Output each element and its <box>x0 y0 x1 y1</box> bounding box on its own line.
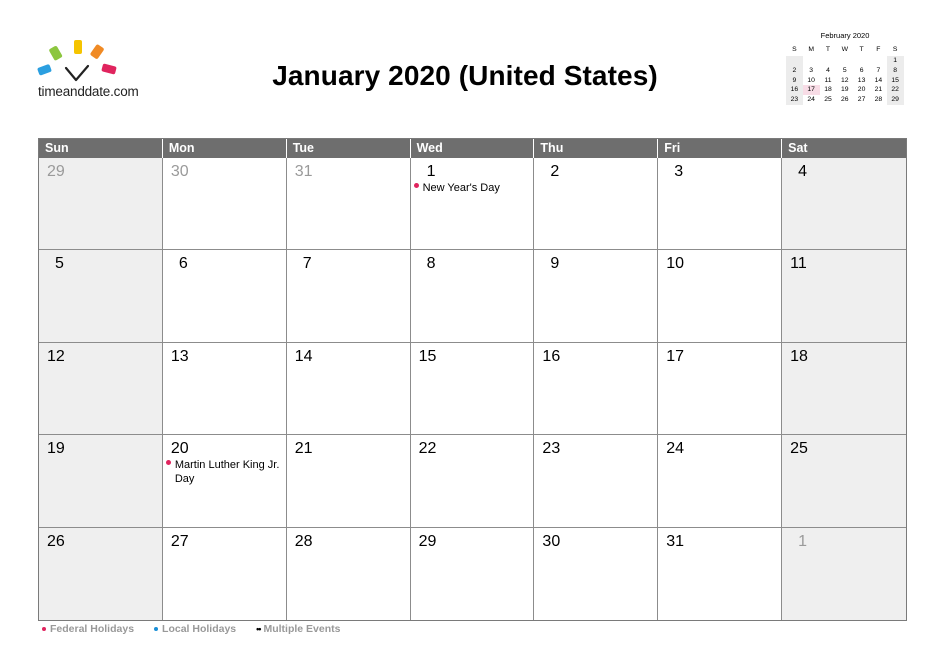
logo-text: timeanddate.com <box>38 84 139 99</box>
mini-weekday-label: T <box>859 46 864 53</box>
day-number: 10 <box>666 255 685 273</box>
mini-day-cell: 23 <box>786 95 803 105</box>
mini-day-cell: 21 <box>874 86 883 94</box>
mini-day-cell <box>786 56 803 66</box>
mini-day-cell: 7 <box>876 66 881 74</box>
day-number: 6 <box>178 255 188 273</box>
day-cell[interactable] <box>782 528 906 620</box>
weekday-header-fri: Fri <box>658 139 782 158</box>
day-cell[interactable] <box>163 435 287 527</box>
legend <box>42 623 360 635</box>
day-cell[interactable] <box>534 250 658 342</box>
weekday-header-thu: Thu <box>534 139 658 158</box>
mini-day-cell: 3 <box>809 66 814 74</box>
mini-day-cell <box>870 56 887 66</box>
mini-day-cell: 20 <box>857 86 866 94</box>
mini-day-cell: 6 <box>859 66 864 74</box>
mini-day-cell: 8 <box>887 66 904 76</box>
day-number: 4 <box>798 163 808 180</box>
day-number: 21 <box>294 440 313 458</box>
day-cell[interactable] <box>411 343 535 435</box>
day-cell[interactable] <box>658 528 782 620</box>
day-number: 28 <box>294 532 313 550</box>
weekday-header-row <box>39 139 906 158</box>
page-title: January 2020 (United States) <box>272 60 658 91</box>
day-cell[interactable] <box>39 250 163 342</box>
mini-day-cell: 14 <box>874 76 883 84</box>
day-cell[interactable] <box>163 343 287 435</box>
mini-day-cell <box>853 56 870 66</box>
day-cell[interactable] <box>163 250 287 342</box>
day-number: 30 <box>542 532 561 550</box>
mini-day-cell: 12 <box>841 76 849 84</box>
day-cell[interactable] <box>287 250 411 342</box>
day-number: 27 <box>170 532 189 550</box>
mini-weekday-label: F <box>876 46 881 53</box>
day-number: 24 <box>666 440 685 458</box>
weekday-header-mon: Mon <box>163 139 287 158</box>
legend-federal-label: Federal Holidays <box>50 623 135 635</box>
mini-day-cell: 17 <box>803 85 820 95</box>
day-cell[interactable] <box>782 343 906 435</box>
mini-day-cell: 18 <box>824 86 832 94</box>
day-number: 9 <box>550 255 560 273</box>
day-cell[interactable] <box>163 528 287 620</box>
day-cell[interactable] <box>782 158 906 250</box>
mini-day-cell: 2 <box>786 66 803 76</box>
holiday-event[interactable] <box>423 181 531 195</box>
mini-day-cell: 10 <box>807 76 815 84</box>
mini-weekday-label: M <box>808 46 815 53</box>
mini-day-cell: 16 <box>786 85 803 95</box>
calendar-grid <box>39 158 906 620</box>
mini-day-cell: 29 <box>887 95 904 105</box>
mini-day-cell: 9 <box>786 76 803 86</box>
day-cell[interactable] <box>411 250 535 342</box>
day-cell[interactable] <box>534 158 658 250</box>
mini-weekday-label: T <box>825 46 831 53</box>
day-cell[interactable] <box>658 435 782 527</box>
mini-calendar-grid <box>786 44 904 105</box>
day-cell[interactable] <box>534 435 658 527</box>
day-number: 8 <box>426 255 436 273</box>
mini-day-cell: 26 <box>841 96 849 104</box>
day-cell[interactable] <box>287 343 411 435</box>
weekday-header-wed: Wed <box>411 139 535 158</box>
federal-holiday-dot-icon <box>414 183 419 188</box>
mini-day-cell: 27 <box>857 96 866 104</box>
day-number: 1 <box>426 163 436 180</box>
day-number: 3 <box>674 163 684 180</box>
legend-multiple-events <box>256 623 340 635</box>
day-number: 31 <box>294 163 313 180</box>
mini-day-cell <box>820 56 837 66</box>
day-number: 18 <box>790 347 808 365</box>
mini-day-cell: 13 <box>857 76 866 84</box>
day-cell[interactable] <box>287 158 411 250</box>
holiday-event[interactable] <box>175 458 283 486</box>
day-cell[interactable] <box>782 435 906 527</box>
day-cell[interactable] <box>411 435 535 527</box>
mini-day-cell: 1 <box>887 56 904 66</box>
day-cell[interactable] <box>658 158 782 250</box>
day-number: 29 <box>418 532 437 550</box>
mini-day-cell: 15 <box>887 76 904 86</box>
mini-day-cell: 19 <box>841 86 849 94</box>
day-cell[interactable] <box>287 435 411 527</box>
day-cell[interactable] <box>658 343 782 435</box>
mini-day-cell <box>803 56 820 66</box>
day-number: 29 <box>47 163 65 180</box>
day-cell[interactable] <box>658 250 782 342</box>
day-number: 12 <box>47 347 65 365</box>
weekday-header-tue: Tue <box>287 139 411 158</box>
day-number: 13 <box>170 347 189 365</box>
legend-local-label: Local Holidays <box>162 623 237 635</box>
day-number: 2 <box>550 163 560 180</box>
day-cell[interactable] <box>39 528 163 620</box>
logo-clock-icon <box>36 38 126 84</box>
day-number: 20 <box>170 440 189 458</box>
weekday-header-sat: Sat <box>788 141 808 155</box>
mini-calendar-title: February 2020 <box>820 31 870 40</box>
day-number: 19 <box>47 440 65 458</box>
mini-calendar-february <box>786 30 904 105</box>
holiday-name: New Year's Day <box>422 182 500 194</box>
mini-day-cell: 4 <box>826 66 830 74</box>
legend-federal-holidays <box>42 623 134 635</box>
day-number: 25 <box>790 440 808 458</box>
mini-weekday-label: S <box>792 46 797 53</box>
mini-day-cell <box>836 56 853 66</box>
mini-weekday-label: S <box>892 46 898 53</box>
day-cell[interactable] <box>411 158 535 250</box>
day-cell[interactable] <box>782 250 906 342</box>
day-number: 23 <box>542 440 561 458</box>
legend-multiple-label: Multiple Events <box>263 623 341 635</box>
mini-day-cell: 28 <box>874 96 883 104</box>
weekday-header-sun: Sun <box>39 139 163 158</box>
local-holiday-dot-icon <box>154 627 158 631</box>
day-number: 16 <box>542 347 561 365</box>
day-number: 17 <box>666 347 685 365</box>
mini-day-cell: 5 <box>842 66 847 74</box>
holiday-name: Martin Luther King Jr. Day <box>174 459 280 486</box>
day-cell[interactable] <box>39 343 163 435</box>
mini-day-cell: 24 <box>807 96 815 104</box>
month-calendar <box>38 138 907 621</box>
day-number: 11 <box>790 255 807 273</box>
legend-local-holidays <box>154 623 236 635</box>
day-number: 5 <box>55 255 64 273</box>
day-number: 31 <box>666 532 685 550</box>
day-number: 30 <box>170 163 189 180</box>
mini-day-cell: 11 <box>824 76 832 84</box>
day-cell[interactable] <box>287 528 411 620</box>
federal-holiday-dot-icon <box>166 460 171 465</box>
day-cell[interactable] <box>411 528 535 620</box>
day-number: 7 <box>302 255 312 273</box>
day-number: 14 <box>294 347 313 365</box>
day-number: 1 <box>798 532 808 550</box>
day-cell[interactable] <box>534 343 658 435</box>
federal-holiday-dot-icon <box>42 627 46 631</box>
day-cell[interactable] <box>39 158 163 250</box>
mini-weekday-label: W <box>841 46 848 53</box>
mini-day-cell: 25 <box>824 96 832 104</box>
day-number: 15 <box>418 347 437 365</box>
multiple-events-dots-icon: •• <box>256 624 261 634</box>
day-number: 22 <box>418 440 437 458</box>
mini-day-cell: 22 <box>887 85 904 95</box>
day-cell[interactable] <box>39 435 163 527</box>
day-cell[interactable] <box>534 528 658 620</box>
timeanddate-logo[interactable] <box>36 38 161 102</box>
day-number: 26 <box>47 532 65 550</box>
day-cell[interactable] <box>163 158 287 250</box>
